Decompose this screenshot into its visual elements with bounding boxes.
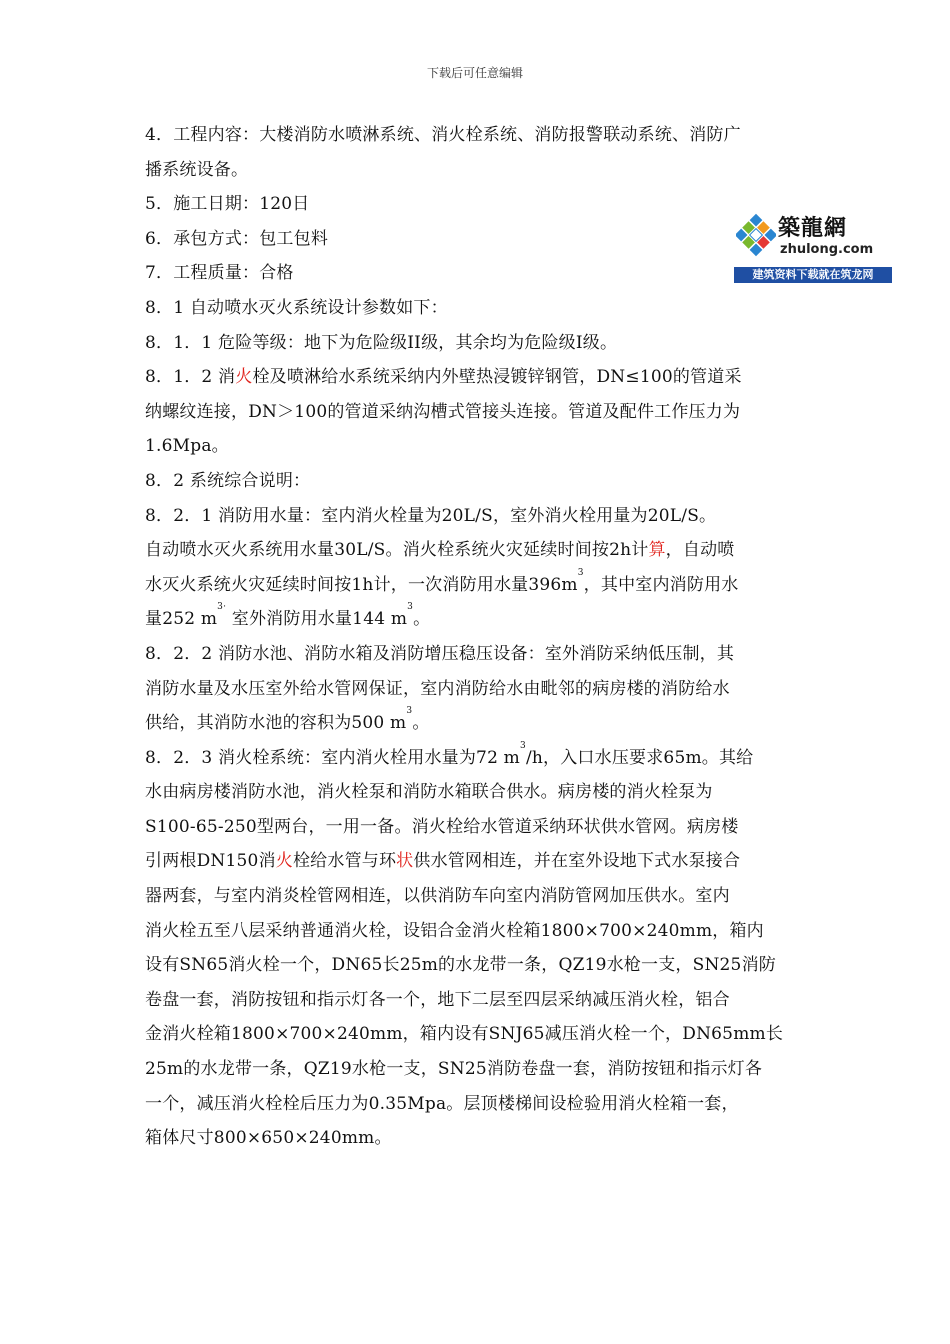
text-line: 8．2．2 消防水池、消防水箱及消防增压稳压设备：室外消防采纳低压制，其 bbox=[145, 643, 735, 664]
text-line: 25m的水龙带一条，QZ19水枪一支，SN25消防卷盘一套，消防按钮和指示灯各 bbox=[145, 1059, 763, 1080]
text-span: /h，入口水压要求65m。其给 bbox=[525, 747, 754, 768]
page-header: 下载后可任意编辑 bbox=[426, 66, 523, 80]
text-line: 播系统设备。 bbox=[145, 159, 249, 180]
text-span: 室外消防用水量144 m bbox=[226, 609, 408, 630]
text-line: 8．2 系统综合说明： bbox=[145, 470, 311, 491]
text-span: 8．2．3 消火栓系统：室内消火栓用水量为72 m bbox=[145, 747, 521, 768]
text-line bbox=[145, 360, 813, 395]
text-span: 供给，其消防水池的容积为500 m bbox=[145, 713, 407, 734]
text-line: 8．1．1 危险等级：地下为危险级II级，其余均为危险级Ⅰ级。 bbox=[145, 332, 618, 353]
logo-brand: 築龍網 bbox=[778, 216, 848, 241]
text-span: 水灭火系统火灾延续时间按1h计，一次消防用水量396m bbox=[145, 574, 578, 595]
superscript: 3 bbox=[577, 567, 584, 578]
superscript: 3 bbox=[520, 740, 526, 751]
superscript: 3 bbox=[406, 706, 413, 717]
text-line: 6．承包方式：包工包料 bbox=[145, 228, 329, 249]
text-line bbox=[145, 602, 813, 637]
superscript: 3 bbox=[217, 602, 224, 613]
superscript: · bbox=[223, 602, 227, 613]
text-line: 4．工程内容：大楼消防水喷淋系统、消火栓系统、消防报警联动系统、消防广 bbox=[145, 125, 741, 145]
text-span: ，自动喷 bbox=[665, 540, 735, 561]
text-line: 箱体尺寸800×650×240mm。 bbox=[145, 1128, 392, 1149]
text-line: 8．1 自动喷水灭火系统设计参数如下： bbox=[145, 297, 448, 318]
text-line: 1.6Mpa。 bbox=[145, 436, 229, 457]
text-span: 自动喷水灭火系统用水量30L/S。消火栓系统火灾延续时间按2h计 bbox=[145, 540, 649, 561]
logo-tagline: 建筑资料下载就在筑龙网 bbox=[734, 267, 892, 283]
highlight-char: 火 bbox=[235, 367, 253, 388]
text-span: ，其中室内消防用水 bbox=[583, 574, 739, 595]
text-line: 卷盘一套，消防按钮和指示灯各一个，地下二层至四层采纳减压消火栓，铝合 bbox=[145, 989, 730, 1010]
text-span: 引两根DN150消 bbox=[145, 851, 276, 872]
text-span: 栓给水管与环 bbox=[292, 851, 397, 872]
text-line: 水由病房楼消防水池，消火栓泵和消防水箱联合供水。病房楼的消火栓泵为 bbox=[145, 782, 713, 803]
text-line: 7．工程质量：合格 bbox=[145, 263, 294, 284]
text-span: 。 bbox=[413, 609, 431, 630]
text-line: 5．施工日期：120日 bbox=[145, 194, 310, 215]
text-line: 消防水量及水压室外给水管网保证，室内消防给水由毗邻的病房楼的消防给水 bbox=[145, 678, 730, 699]
text-span: 栓及喷淋给水系统采纳内外壁热浸镀锌钢管，DN≤100的管道采 bbox=[252, 367, 742, 388]
highlight-char: 状 bbox=[396, 851, 414, 872]
text-span: 。 bbox=[412, 713, 430, 734]
text-line: 8．2．1 消防用水量：室内消火栓量为20L/S，室外消火栓用量为20L/S。 bbox=[145, 505, 717, 526]
logo-url: zhulong.com bbox=[780, 242, 874, 257]
text-span: 量252 m bbox=[145, 609, 218, 630]
text-line bbox=[145, 741, 813, 776]
text-span: 8．1．2 消 bbox=[145, 367, 236, 388]
text-line: 一个，减压消火栓栓后压力为0.35Mpa。层顶楼梯间设检验用消火栓箱一套， bbox=[145, 1093, 739, 1114]
text-line: 纳螺纹连接，DN＞100的管道采纳沟槽式管接头连接。管道及配件工作压力为 bbox=[145, 401, 741, 422]
text-line bbox=[145, 568, 813, 603]
text-line: 金消火栓箱1800×700×240mm，箱内设有SNJ65减压消火栓一个，DN65mm长 bbox=[145, 1024, 784, 1045]
text-line: 设有SN65消火栓一个，DN65长25m的水龙带一条，QZ19水枪一支，SN25消防 bbox=[145, 955, 776, 976]
text-line bbox=[145, 844, 813, 879]
highlight-char: 算 bbox=[648, 540, 666, 561]
text-line: 器两套，与室内消炎栓管网相连，以供消防车向室内消防管网加压供水。室内 bbox=[145, 886, 730, 907]
text-line: S100-65-250型两台，一用一备。消火栓给水管道采纳环状供水管网。病房楼 bbox=[145, 816, 739, 837]
text-line bbox=[145, 706, 813, 741]
text-line: 消火栓五至八层采纳普通消火栓，设铝合金消火栓箱1800×700×240mm，箱内 bbox=[145, 920, 764, 941]
text-line bbox=[145, 533, 813, 568]
text-span: 供水管网相连，并在室外设地下式水泵接合 bbox=[413, 851, 741, 872]
highlight-char: 火 bbox=[275, 851, 293, 872]
superscript: 3 bbox=[407, 602, 414, 613]
document-body bbox=[145, 118, 813, 1156]
